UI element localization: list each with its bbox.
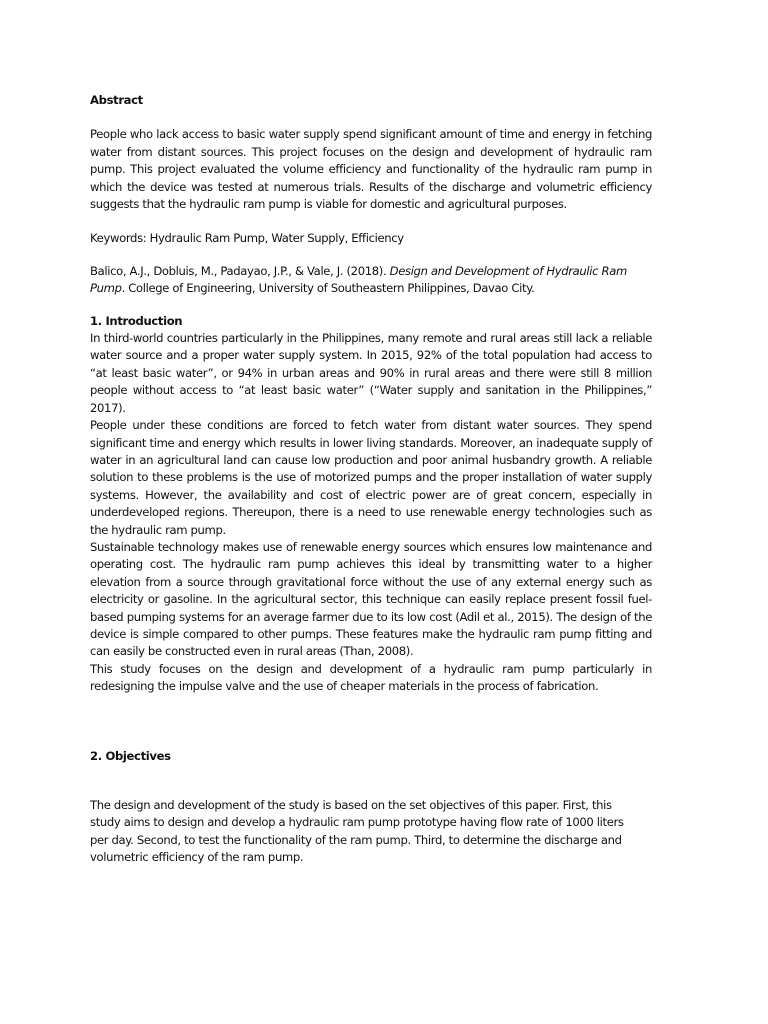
citation-authors: Balico, A.J., Dobluis, M., Padayao, J.P., & Vale, J. (2018). <box>90 263 390 278</box>
citation-rest: . College of Engineering, University of Southeastern Philippines, Davao City. <box>121 281 535 296</box>
introduction-paragraph-1: In third-world countries particularly in the Philippines, many remote and rural areas still lack a reliable water source and a proper water supply system. In 2015, 92% of the total population had access to “at least basic water”, or 94% in urban areas and 90% in rural areas and there were still 8 million people without access to “at least basic water” (“Water supply and sanitation in the Philippines,” 2017). <box>90 331 652 415</box>
keywords-line: Keywords: Hydraulic Ram Pump, Water Supply, Efficiency <box>90 231 404 246</box>
introduction-paragraph-2: People under these conditions are forced to fetch water from distant water sources. They spend significant time and energy which results in lower living standards. Moreover, an inadequate supply of water in an agricultural land can cause low production and poor animal husbandry growth. A reliable solution to these problems is the use of motorized pumps and the proper installation of water supply systems. However, the availability and cost of electric power are of great concern, especially in underdeveloped regions. Thereupon, there is a need to use renewable energy technologies such as the hydraulic ram pump. <box>90 418 652 537</box>
introduction-paragraph-3: Sustainable technology makes use of renewable energy sources which ensures low maintenance and operating cost. The hydraulic ram pump achieves this ideal by transmitting water to a higher elevation from a source through gravitational force without the use of any external energy such as electricity or gasoline. In the agricultural sector, this technique can easily replace present fossil fuel-based pumping systems for an average farmer due to its low cost (Adil et al., 2015). The design of the device is simple compared to other pumps. These features make the hydraulic ram pump fitting and can easily be constructed even in rural areas (Than, 2008). <box>90 539 652 659</box>
abstract-body: People who lack access to basic water supply spend significant amount of time and energy in fetching water from distant sources. This project focuses on the design and development of hydraulic ram pump. This project evaluated the volume efficiency and functionality of the hydraulic ram pump in which the device was tested at numerous trials. Results of the discharge and volumetric efficiency suggests that the hydraulic ram pump is viable for domestic and agricultural purposes. <box>90 127 652 212</box>
objectives-heading: 2. Objectives <box>90 748 171 763</box>
introduction-heading: 1. Introduction <box>90 313 183 328</box>
document-page <box>90 92 652 867</box>
citation-title: Design and Development of Hydraulic Ram Pump <box>90 263 627 296</box>
introduction-paragraph-4: This study focuses on the design and development of a hydraulic ram pump particularly in redesigning the impulse valve and the use of cheaper materials in the process of fabrication. <box>90 661 652 694</box>
citation <box>90 263 652 298</box>
abstract-heading: Abstract <box>90 93 143 107</box>
objectives-body: The design and development of the study is based on the set objectives of this paper. First, this study aims to design and develop a hydraulic ram pump prototype having flow rate of 1000 liters per day. Second, to test the functionality of the ram pump. Third, to determine the discharge and volumetric efficiency of the ram pump. <box>90 798 624 865</box>
